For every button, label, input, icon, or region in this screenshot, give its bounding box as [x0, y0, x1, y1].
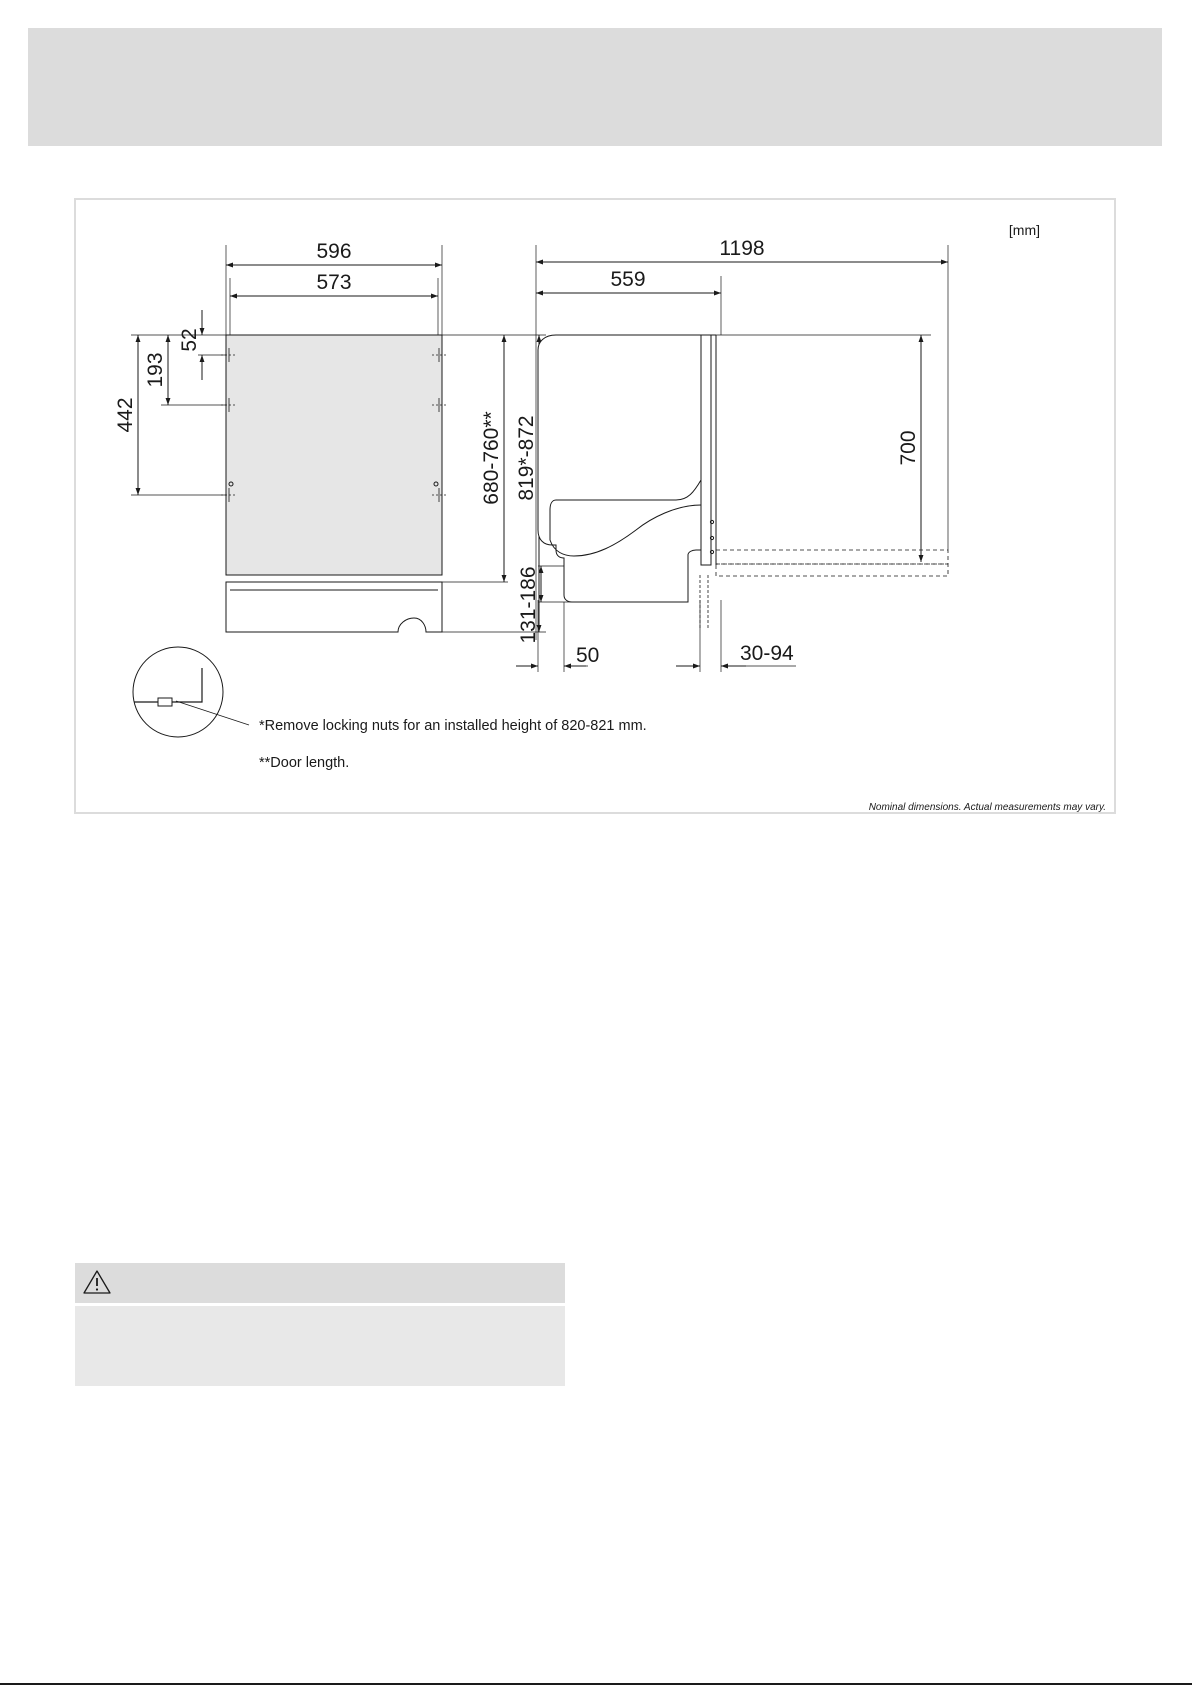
dim-height: 700	[897, 430, 920, 466]
dim-plinth-setback: 50	[576, 644, 600, 667]
side-body	[538, 335, 701, 602]
dim-width-overall: 596	[316, 240, 352, 263]
dim-door-length: 680-760**	[480, 411, 503, 505]
dim-total-depth: 1198	[719, 237, 765, 260]
dimension-figure	[74, 198, 1116, 814]
dim-top-offset: 52	[178, 328, 201, 352]
note-door-length: **Door length.	[259, 755, 350, 771]
warning-triangle-icon	[80, 1267, 114, 1297]
unit-label: [mm]	[1008, 222, 1040, 238]
note-locking-nuts: *Remove locking nuts for an installed height of 820-821 mm.	[259, 718, 647, 734]
warning-header	[75, 1263, 565, 1303]
dim-width-inner: 573	[316, 271, 352, 294]
locking-nut-detail	[133, 647, 223, 737]
dim-door-adjust: 30-94	[740, 642, 794, 665]
dim-depth: 559	[610, 268, 646, 291]
dim-installed-height: 819*-872	[515, 415, 538, 501]
header-band	[28, 28, 1162, 146]
dim-hole-spacing: 193	[144, 352, 167, 388]
warning-body	[75, 1306, 565, 1386]
dim-plinth-height: 131-186	[517, 566, 540, 644]
dimension-drawing	[76, 200, 1118, 816]
disclaimer: Nominal dimensions. Actual measurements may vary.	[868, 802, 1106, 813]
dim-hole-depth: 442	[114, 397, 137, 433]
front-door-panel	[226, 335, 442, 575]
